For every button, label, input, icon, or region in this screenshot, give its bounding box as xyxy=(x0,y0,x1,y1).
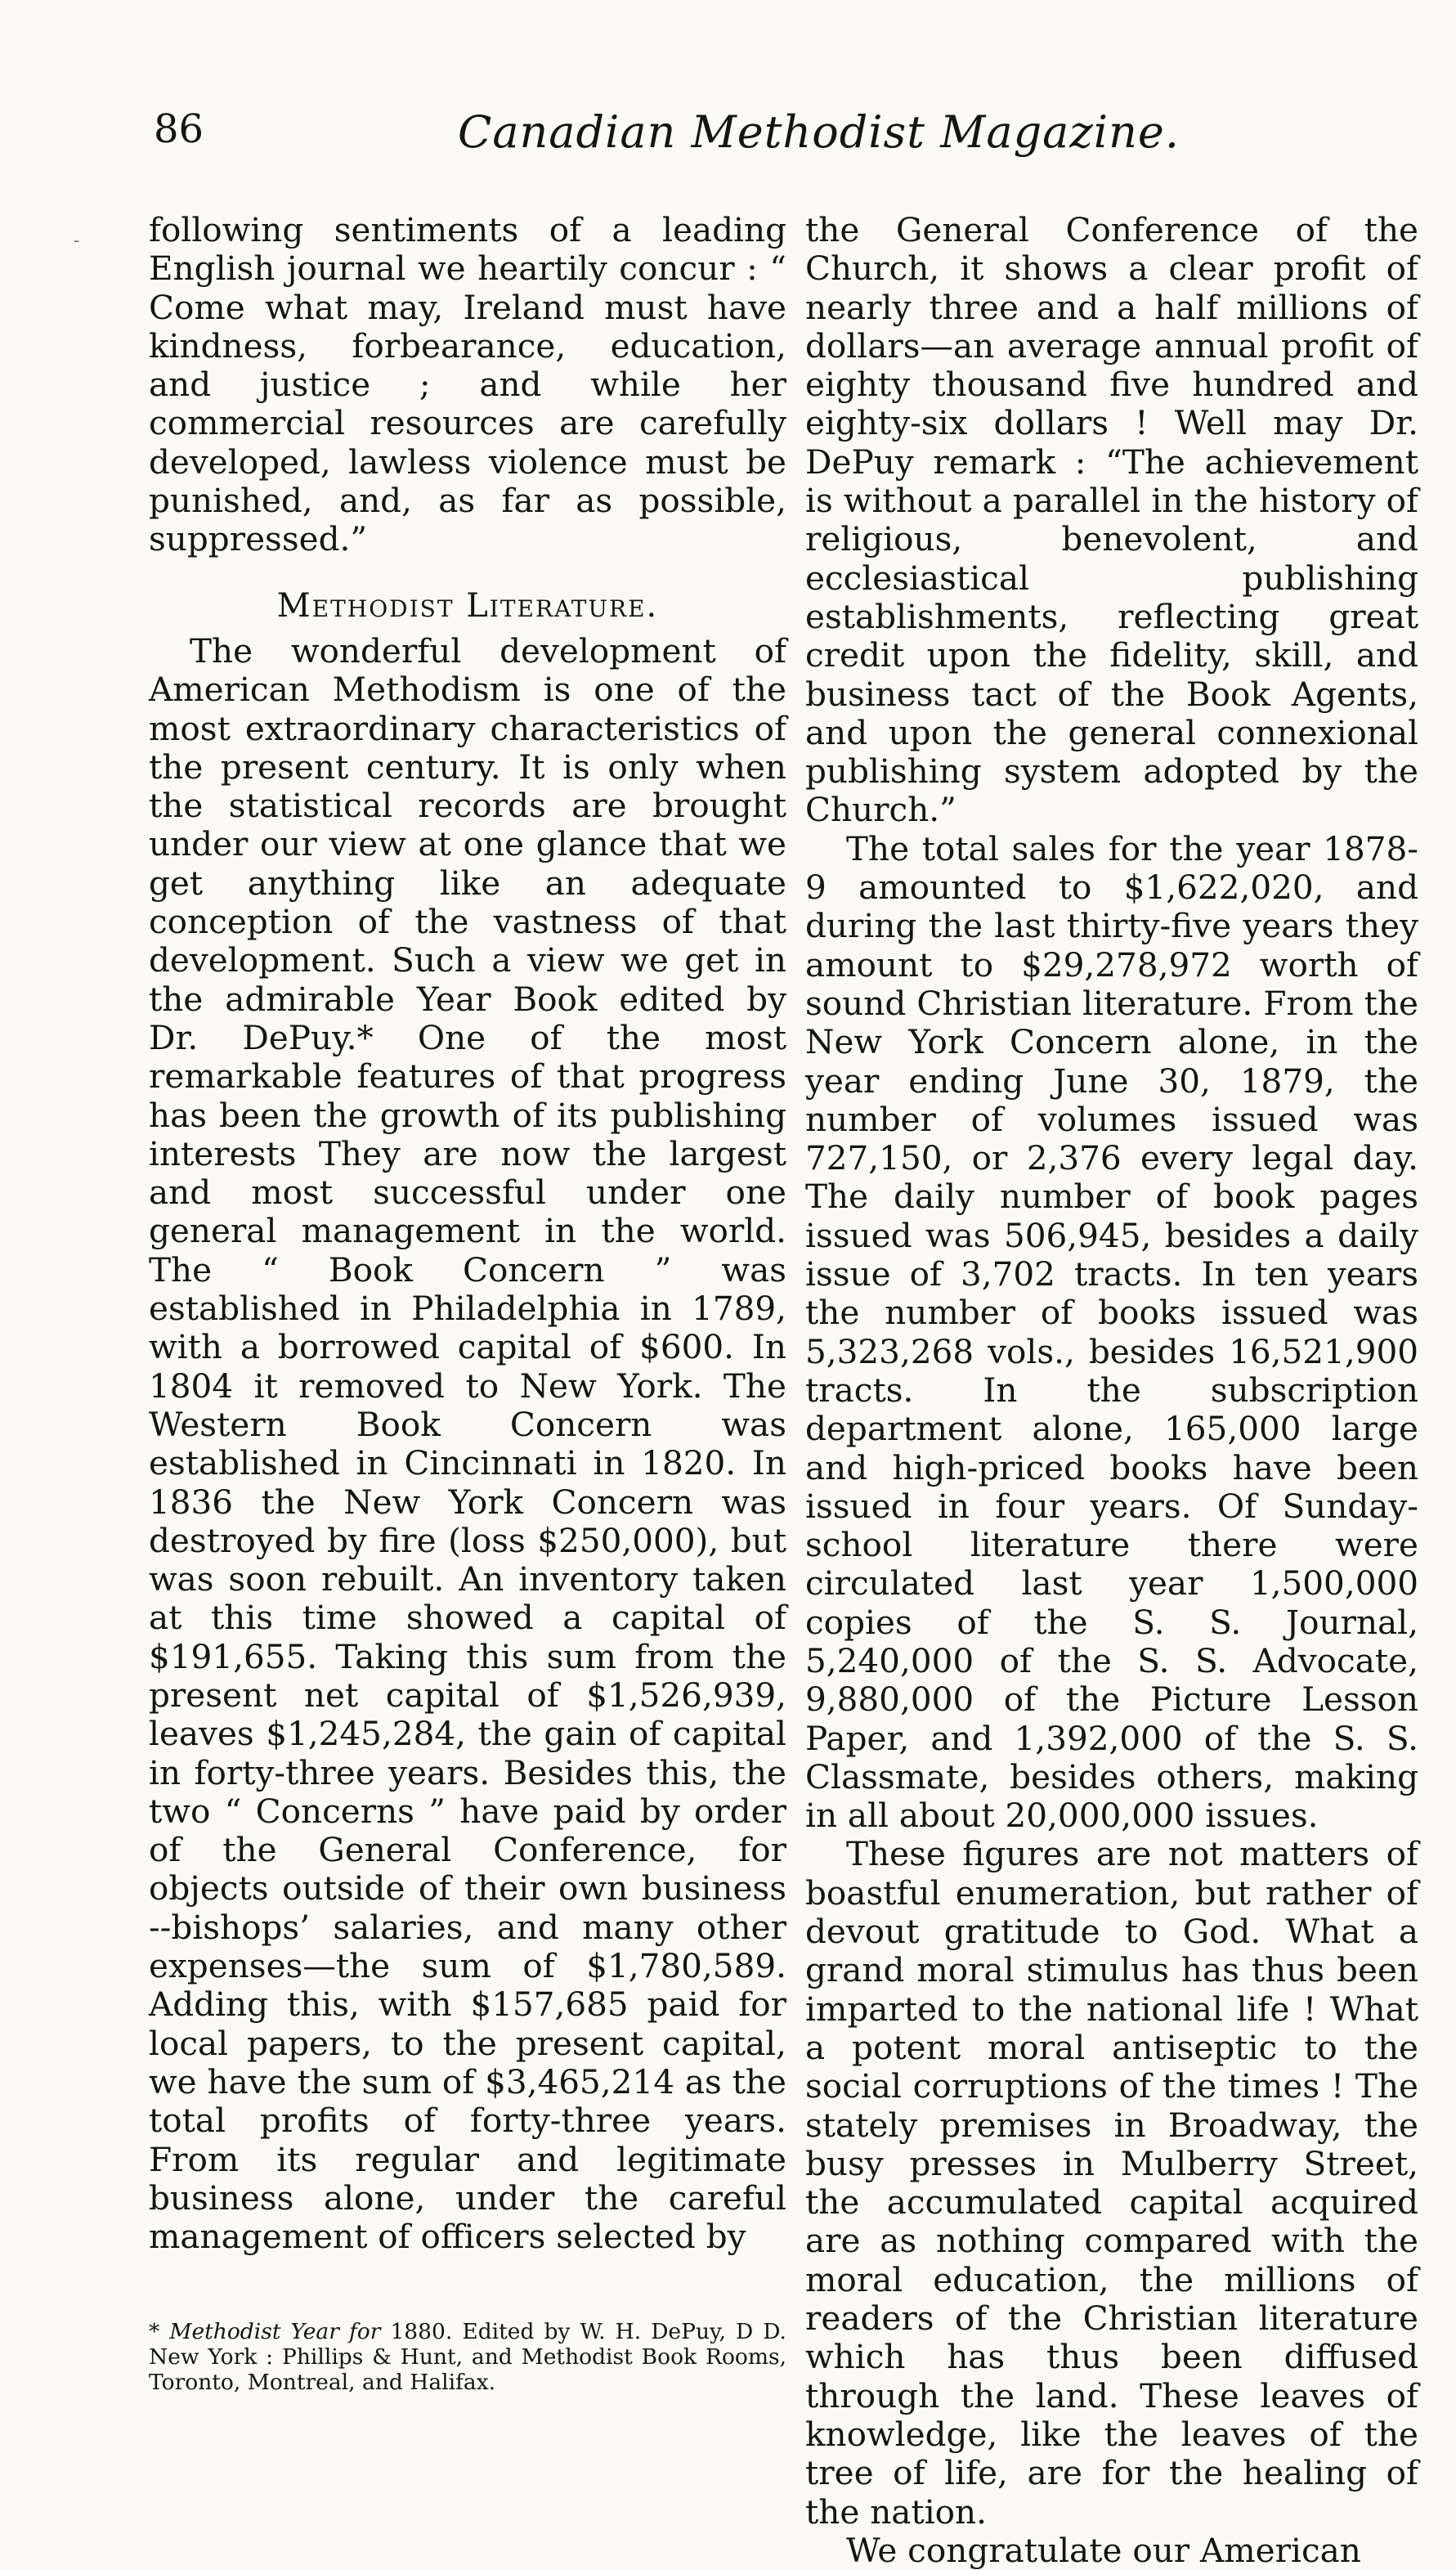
section-heading: Methodist Literature. xyxy=(276,586,659,625)
right-column xyxy=(805,211,1418,2570)
paragraph: the General Conference of the Church, it shows a clear profit of nearly three and a half millions of dollars—an average annual profit of eighty thousand five hundred and eighty-six dollars ! Well may Dr. DePuy remark : “The achievement is without a parallel in the history of religious, benevolent, and ecclesiastical publishing establishments, reflecting great credit upon the fidelity, skill, and business tact of the Book Agents, and upon the general connexional publishing system adopted by the Church.” xyxy=(805,210,1418,830)
paragraph: The wonderful development of American Methodism is one of the most extraordinary characteristics of the present century. It is only when the statistical records are brought under our view at one glance that we get anything like an adequate conception of the vastness of that development. Such a view we get in the admirable Year Book edited by Dr. DePuy.* One of the most remarkable features of that progress has been the growth of its publishing interests They are now the largest and most successful under one general management in the world. The “ Book Concern ” was established in Philadelphia in 1789, with a borrowed capital of $600. In 1804 it removed to New York. The Western Book Concern was established in Cincinnati in 1820. In 1836 the New York Concern was destroyed by fire (loss $250,000), but was soon rebuilt. An inventory taken at this time showed a capital of $191,655. Taking this sum from the present net capital of $1,526,939, leaves $1,245,284, the gain of capital in forty-three years. Besides this, the two “ Concerns ” have paid by order of the General Conference, for objects outside of their own business --bishops’ salaries, and many other expenses—the sum of $1,780,589. Adding this, with $157,685 paid for local papers, to the present capital, we have the sum of $3,465,214 as the total profits of forty-three years. From its regular and legitimate business alone, under the careful management of officers selected by xyxy=(149,630,786,2257)
page-number: 86 xyxy=(154,106,204,152)
footnote xyxy=(149,2319,786,2395)
footnote-text: 1880. Edited by W. H. DePuy, D D. New York : Phillips & Hunt, and Methodist Book Rooms, Toronto, Montreal, and Halifax. xyxy=(149,2319,786,2395)
left-column xyxy=(149,211,786,2256)
footnote-title: Methodist Year for xyxy=(169,2319,381,2344)
footnote-marker: * xyxy=(149,2319,160,2344)
paragraph: We congratulate our American xyxy=(846,2530,1361,2570)
paragraph: following sentiments of a leading English journal we heartily concur : “ Come what may, Ireland must have kindness, forbearance, education, and justice ; and while her commercial resources are carefully developed, lawless violence must be punished, and, as far as possible, suppressed.” xyxy=(149,210,786,559)
paragraph: The total sales for the year 1878-9 amounted to $1,622,020, and during the last thirty-five years they amount to $29,278,972 worth of sound Christian literature. From the New York Concern alone, in the year ending June 30, 1879, the number of volumes issued was 727,150, or 2,376 every legal day. The daily number of book pages issued was 506,945, besides a daily issue of 3,702 tracts. In ten years the number of books issued was 5,323,268 vols., besides 16,521,900 tracts. In the subscription department alone, 165,000 large and high-priced books have been issued in four years. Of Sunday-school literature there were circulated last year 1,500,000 copies of the S. S. Journal, 5,240,000 of the S. S. Advocate, 9,880,000 of the Picture Lesson Paper, and 1,392,000 of the S. S. Classmate, besides others, making in all about 20,000,000 issues. xyxy=(805,828,1418,1836)
paragraph: These figures are not matters of boastful enumeration, but rather of devout gratitude to God. What a grand moral stimulus has thus been imparted to the national life ! What a potent moral antiseptic to the social corruptions of the times ! The stately premises in Broadway, the busy presses in Mulberry Street, the accumulated capital acquired are as nothing compared with the moral education, the millions of readers of the Christian literature which has thus been diffused through the land. These leaves of knowledge, like the leaves of the tree of life, are for the healing of the nation. xyxy=(805,1834,1418,2532)
margin-mark: - xyxy=(74,231,80,251)
running-title: Canadian Methodist Magazine. xyxy=(458,106,1180,158)
